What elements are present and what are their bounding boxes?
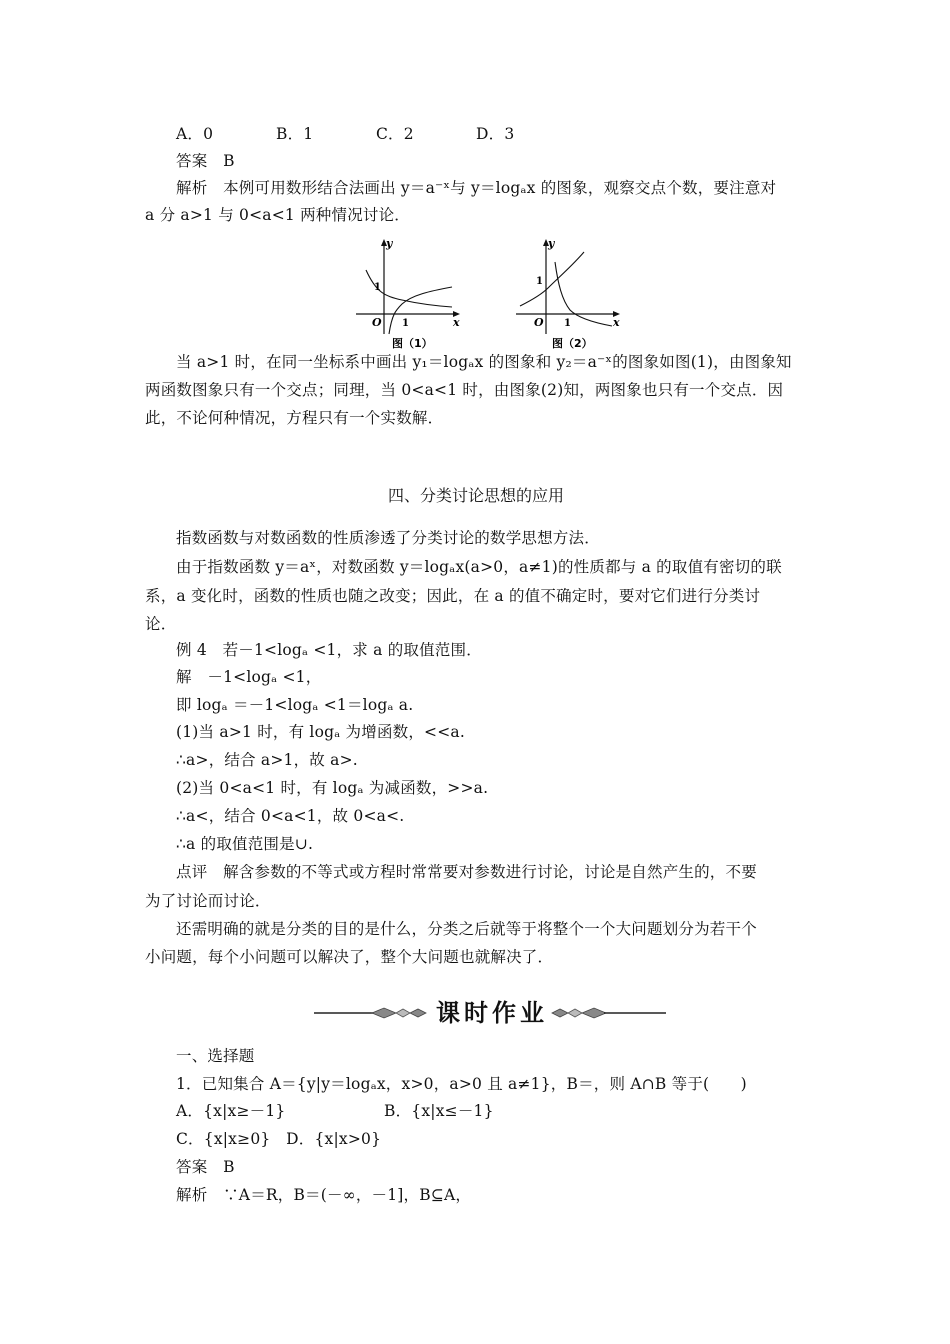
question-1-option-a: A．{x|x≥－1} [176,1102,286,1120]
question-1-options-ab [176,1101,494,1121]
homework-section-label: 一、选择题 [176,1047,255,1065]
y-one-label: 1 [374,282,381,293]
x-one-label: 1 [564,318,571,329]
analysis-1-line-1: 解析 本例可用数形结合法画出 y＝a⁻ˣ与 y＝logₐx 的图象，观察交点个数，要注意对 [176,179,777,197]
paragraph-3-line-2: 小问题，每个小问题可以解决了，整个大问题也就解决了． [145,948,554,966]
solution-line-5: (2)当 0<a<1 时，有 logₐ 为减函数，>>a. [176,779,489,797]
solution-line-4: ∴a>，结合 a>1，故 a>. [176,751,358,769]
figure-2-caption: 图（2） [552,337,593,350]
exp-curve [520,252,584,306]
question-1: 1．已知集合 A＝{y|y＝logₐx，x>0，a>0 且 a≠1}，B＝，则 A∩B 等于( ) [176,1075,747,1093]
solution-line-7: ∴a 的取值范围是∪. [176,835,314,853]
origin-label: O [372,316,382,329]
example-4: 例 4 若－1<logₐ <1，求 a 的取值范围． [176,641,482,659]
option-b: B．1 [276,125,314,143]
section-4-p2-line-2: 系，a 变化时，函数的性质也随之改变；因此，在 a 的值不确定时，要对它们进行分类讨 [145,587,761,605]
homework-answer: 答案 B [176,1158,235,1176]
paragraph-3-line-1: 还需明确的就是分类的目的是什么，分类之后就等于将整个一个大问题划分为若干个 [176,920,757,938]
options-row [176,124,514,144]
y-one-label: 1 [536,276,543,287]
x-one-label: 1 [402,318,409,329]
section-4-p1: 指数函数与对数函数的性质渗透了分类讨论的数学思想方法． [176,529,600,547]
homework-banner-title: 课时作业 [436,999,548,1027]
paragraph-1-line-2: 两函数图象只有一个交点；同理，当 0<a<1 时，由图象(2)知，两图象也只有一个交点．因 [145,381,784,399]
paragraph-1-line-1: 当 a>1 时，在同一坐标系中画出 y₁＝logₐx 的图象和 y₂＝a⁻ˣ的图象如图(1)，由图象知 [176,353,792,371]
x-label: x [453,316,460,329]
question-1-option-b: B．{x|x≤－1} [384,1102,494,1120]
y-label: y [386,237,393,250]
section-4-title: 四、分类讨论思想的应用 [388,486,565,505]
banner-right-ornament [548,996,670,1030]
figure-2-graph [512,234,632,352]
log-curve [389,287,452,334]
log-curve [555,262,612,326]
origin-label: O [534,316,544,329]
comment-line-2: 为了讨论而讨论． [145,892,271,910]
option-a: A．0 [176,125,214,143]
x-label: x [613,316,620,329]
option-d: D．3 [476,125,515,143]
solution-line-1: 解 －1<logₐ <1， [176,668,322,686]
section-4-p2-line-3: 论． [145,615,177,633]
solution-line-3: (1)当 a>1 时，有 logₐ 为增函数，<<a. [176,723,465,741]
solution-line-6: ∴a<，结合 0<a<1，故 0<a<. [176,807,405,825]
comment-line-1: 点评 解含参数的不等式或方程时常常要对参数进行讨论，讨论是自然产生的，不要 [176,863,757,881]
section-4-p2-line-1: 由于指数函数 y＝aˣ，对数函数 y＝logₐx(a>0，a≠1)的性质都与 a 的取值有密切的联 [176,558,782,576]
option-c: C．2 [376,125,414,143]
figure-1-graph [352,234,472,352]
figure-1-caption: 图（1） [392,337,433,350]
analysis-1-line-2: a 分 a>1 与 0<a<1 两种情况讨论． [145,206,411,224]
question-1-options-cd: C．{x|x≥0} D．{x|x>0} [176,1130,382,1148]
homework-banner [310,996,670,1030]
solution-line-2: 即 logₐ ＝－1<logₐ <1＝logₐ a. [176,696,414,714]
answer-1: 答案 B [176,152,235,170]
banner-left-ornament [310,996,436,1030]
homework-analysis: 解析 ∵A＝R，B＝(－∞，－1]，B⊆A， [176,1186,472,1204]
y-label: y [548,237,555,250]
paragraph-1-line-3: 此，不论何种情况，方程只有一个实数解． [145,409,444,427]
